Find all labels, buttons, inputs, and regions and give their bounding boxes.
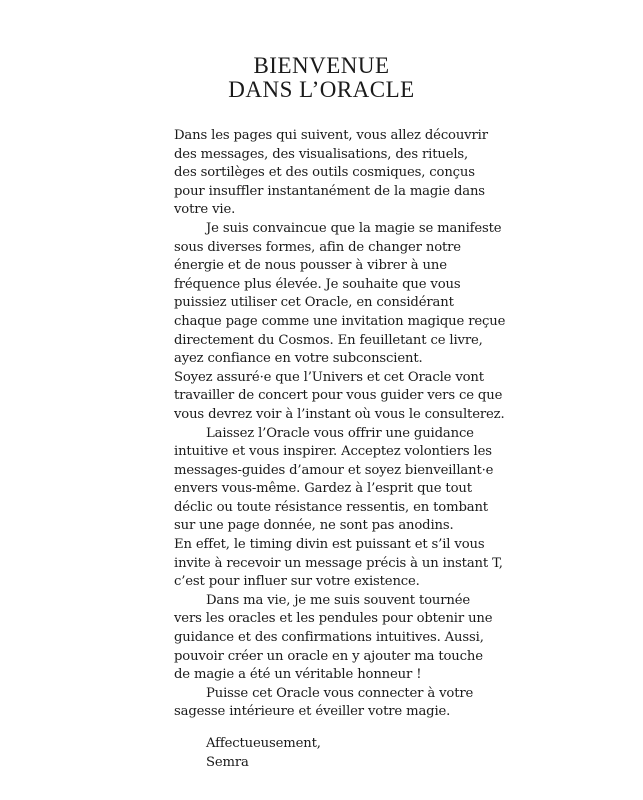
body-line: de magie a été un véritable honneur ! [174,667,422,683]
body-line: déclic ou toute résistance ressentis, en tombant [174,499,488,515]
body-line: pouvoir créer un oracle en y ajouter ma touche [174,648,483,664]
body-line: sous diverses formes, afin de changer notre [174,239,461,255]
body-line: invite à recevoir un message précis à un instant T, [174,555,503,571]
body-line: Je suis convaincue que la magie se manifeste [206,220,502,236]
body-line: votre vie. [174,202,236,218]
body-line: envers vous-même. Gardez à l’esprit que tout [174,481,472,497]
body-line: vous devrez voir à l’instant où vous le consulterez. [174,406,505,422]
body-line: c’est pour influer sur votre existence. [174,574,420,590]
body-line: énergie et de nous pousser à vibrer à une [174,258,447,274]
body-line: fréquence plus élevée. Je souhaite que vous [174,276,461,292]
author-name: Semra [206,754,249,770]
body-line: chaque page comme une invitation magique reçue [174,313,506,329]
body-line: Puisse cet Oracle vous connecter à votre [206,685,474,701]
page-title [0,54,643,102]
title-line-2: DANS L’ORACLE [228,77,415,102]
body-line: sur une page donnée, ne sont pas anodins. [174,518,454,534]
signoff [206,735,321,772]
body-line: Dans ma vie, je me suis souvent tournée [206,592,471,608]
body-line: Dans les pages qui suivent, vous allez découvrir [174,128,488,143]
body-line: Laissez l’Oracle vous offrir une guidance [206,425,474,441]
body-text [174,127,614,722]
body-line: guidance et des confirmations intuitives. Aussi, [174,630,484,646]
body-line: des messages, des visualisations, des rituels, [174,146,469,162]
body-line: ayez confiance en votre subconscient. [174,351,423,367]
body-line: travailler de concert pour vous guider vers ce que [174,388,503,404]
body-line: messages-guides d’amour et soyez bienveillant·e [174,462,494,478]
body-line: directement du Cosmos. En feuilletant ce livre, [174,332,483,348]
body-line: En effet, le timing divin est puissant et s’il vous [174,537,485,553]
closing-text: Affectueusement, [206,736,321,751]
body-line: intuitive et vous inspirer. Acceptez volontiers les [174,444,492,460]
body-line: sagesse intérieure et éveiller votre magie. [174,704,451,720]
title-line-1: BIENVENUE [253,53,390,78]
body-line: des sortilèges et des outils cosmiques, conçus [174,165,475,181]
body-line: vers les oracles et les pendules pour obtenir une [174,611,493,627]
body-line: pour insuffler instantanément de la magie dans [174,183,485,199]
body-line: Soyez assuré·e que l’Univers et cet Oracle vont [174,369,484,385]
body-line: puissiez utiliser cet Oracle, en considérant [174,295,454,311]
